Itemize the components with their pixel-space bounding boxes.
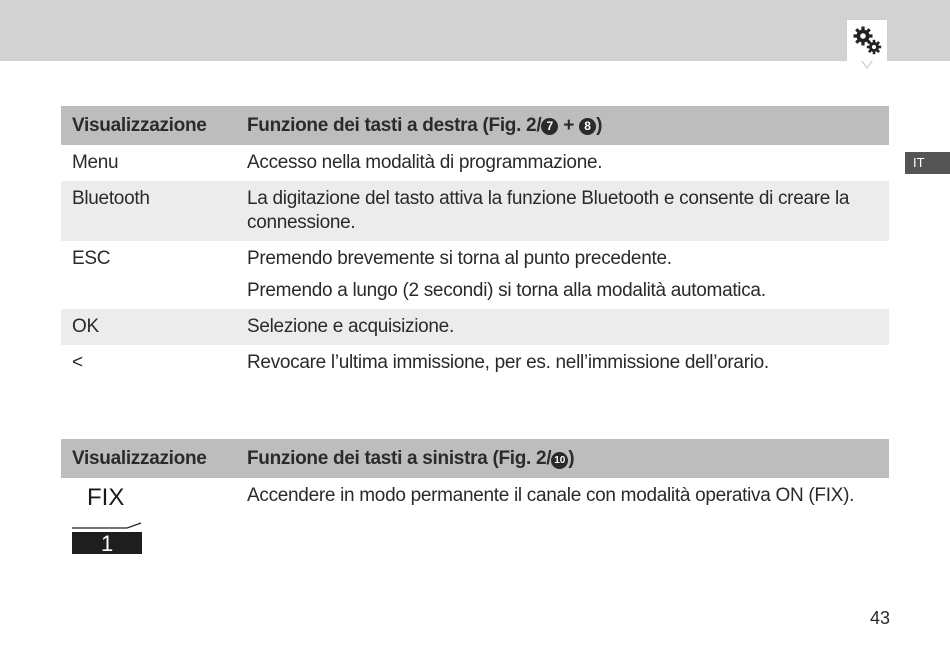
fix-display-label: FIX	[87, 484, 125, 511]
row-description: Selezione e acquisizione.	[236, 309, 889, 345]
row-key: <	[72, 352, 83, 373]
table-row	[61, 345, 889, 381]
header-text-end: )	[596, 114, 603, 136]
header-text-end: )	[568, 447, 575, 469]
table-row	[61, 309, 889, 345]
table-header-row	[61, 439, 889, 478]
page-number: 43	[870, 608, 891, 628]
table-row	[61, 478, 889, 580]
table-row	[61, 181, 889, 241]
gears-icon	[852, 25, 884, 57]
row-key: OK	[61, 309, 236, 345]
row-description: Accendere in modo permanente il canale con modalità operativa ON (FIX).	[247, 485, 855, 506]
row-key: Bluetooth	[61, 181, 236, 241]
column-header-function	[236, 439, 889, 478]
table-row	[61, 145, 889, 181]
column-header-display: Visualizzazione	[61, 439, 236, 478]
column-header-function	[236, 106, 889, 145]
channel-number: 1	[101, 531, 113, 554]
header-text-mid: +	[558, 114, 580, 136]
figure-ref-badge: 8	[579, 118, 596, 135]
row-description-second: Premendo a lungo (2 secondi) si torna alla modalità automatica.	[247, 280, 766, 301]
figure-ref-badge: 10	[551, 452, 568, 469]
row-description: La digitazione del tasto attiva la funzione Bluetooth e consente di creare la connessione.	[236, 181, 889, 241]
settings-section-marker	[846, 19, 888, 61]
header-band	[0, 0, 950, 61]
channel-switch-graphic	[72, 520, 144, 554]
figure-ref-badge: 7	[541, 118, 558, 135]
row-description: Premendo brevemente si torna al punto precedente.	[247, 248, 672, 269]
row-key: ESC	[72, 248, 111, 269]
header-text: Funzione dei tasti a destra (Fig. 2/	[247, 114, 542, 136]
right-keys-table	[61, 106, 889, 381]
marker-pointer-inner	[862, 60, 872, 67]
column-header-display: Visualizzazione	[61, 106, 236, 145]
row-description: Revocare l’ultima immissione, per es. nell’immissione dell’orario.	[247, 352, 769, 373]
row-description: Accesso nella modalità di programmazione.	[247, 152, 603, 173]
table-row	[61, 241, 889, 309]
header-text: Funzione dei tasti a sinistra (Fig. 2/	[247, 447, 552, 469]
display-illustration	[61, 478, 236, 580]
row-key: Menu	[72, 152, 119, 173]
language-tab: IT	[905, 152, 950, 174]
left-keys-table	[61, 439, 889, 580]
row-description-cell	[236, 241, 889, 309]
table-header-row	[61, 106, 889, 145]
